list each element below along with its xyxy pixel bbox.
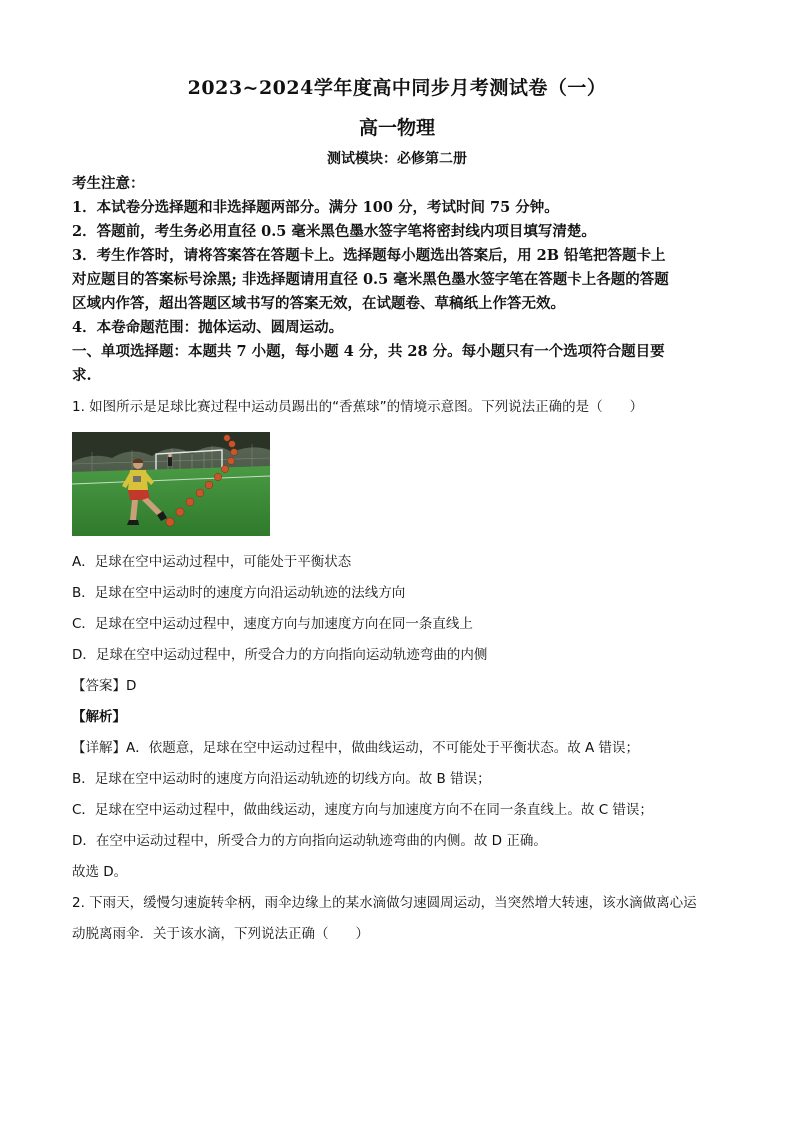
option-b: B．足球在空中运动时的速度方向沿运动轨迹的法线方向 xyxy=(72,585,406,601)
exam-subject: 高一物理 xyxy=(358,117,435,139)
question-2-stem: 2. 下雨天，缓慢匀速旋转伞柄，雨伞边缘上的某水滴做匀速圆周运动，当突然增大转速，该水滴做离心运 xyxy=(72,895,697,911)
option-c: C．足球在空中运动过程中，速度方向与加速度方向在同一条直线上 xyxy=(72,616,473,632)
section-heading-cont: 求. xyxy=(72,367,92,384)
exam-module: 测试模块：必修第二册 xyxy=(327,151,467,167)
question-1-stem-block xyxy=(72,392,726,423)
notice-item: 区域内作答，超出答题区域书写的答案无效，在试题卷、草稿纸上作答无效。 xyxy=(72,295,565,312)
option-a: A．足球在空中运动过程中，可能处于平衡状态 xyxy=(72,554,352,570)
soccer-banana-kick-image xyxy=(72,432,270,536)
answer: 【答案】D xyxy=(72,678,137,694)
exam-notice xyxy=(72,172,726,388)
notice-item: 2．答题前，考生务必用直径 0.5 毫米黑色墨水签字笔将密封线内项目填写清楚。 xyxy=(72,223,596,240)
option-d: D．足球在空中运动过程中，所受合力的方向指向运动轨迹弯曲的内侧 xyxy=(72,647,488,663)
question-1-stem: 1. 如图所示是足球比赛过程中运动员踢出的“香蕉球”的情境示意图。下列说法正确的是（ ） xyxy=(72,399,644,415)
question-2-stem-cont: 动脱离雨伞．关于该水滴，下列说法正确（ ） xyxy=(72,926,369,942)
detail-line: 【详解】A．依题意，足球在空中运动过程中，做曲线运动，不可能处于平衡状态。故 A 错误； xyxy=(72,740,640,756)
detail-line: D．在空中运动过程中，所受合力的方向指向运动轨迹弯曲的内侧。故 D 正确。 xyxy=(72,833,547,849)
notice-item: 4．本卷命题范围：抛体运动、圆周运动。 xyxy=(72,319,344,336)
notice-item: 1．本试卷分选择题和非选择题两部分。满分 100 分，考试时间 75 分钟。 xyxy=(72,199,559,216)
question-1-options xyxy=(72,547,726,950)
detail-line: 故选 D。 xyxy=(72,864,128,880)
section-heading: 一、单项选择题：本题共 7 小题，每小题 4 分，共 28 分。每小题只有一个选项符合题目要 xyxy=(72,343,665,360)
analysis-heading: 【解析】 xyxy=(72,709,126,725)
notice-heading: 考生注意： xyxy=(72,175,145,192)
notice-item: 3．考生作答时，请将答案答在答题卡上。选择题每小题选出答案后，用 2B 铅笔把答题卡上 xyxy=(72,247,666,264)
detail-line: C．足球在空中运动过程中，做曲线运动，速度方向与加速度方向不在同一条直线上。故 C 错误； xyxy=(72,802,653,818)
notice-item: 对应题目的答案标号涂黑; 非选择题请用直径 0.5 毫米黑色墨水签字笔在答题卡上各题的答题 xyxy=(72,271,669,288)
detail-line: B．足球在空中运动时的速度方向沿运动轨迹的切线方向。故 B 错误； xyxy=(72,771,491,787)
exam-title: 2023~2024学年度高中同步月考测试卷（一） xyxy=(187,77,607,99)
